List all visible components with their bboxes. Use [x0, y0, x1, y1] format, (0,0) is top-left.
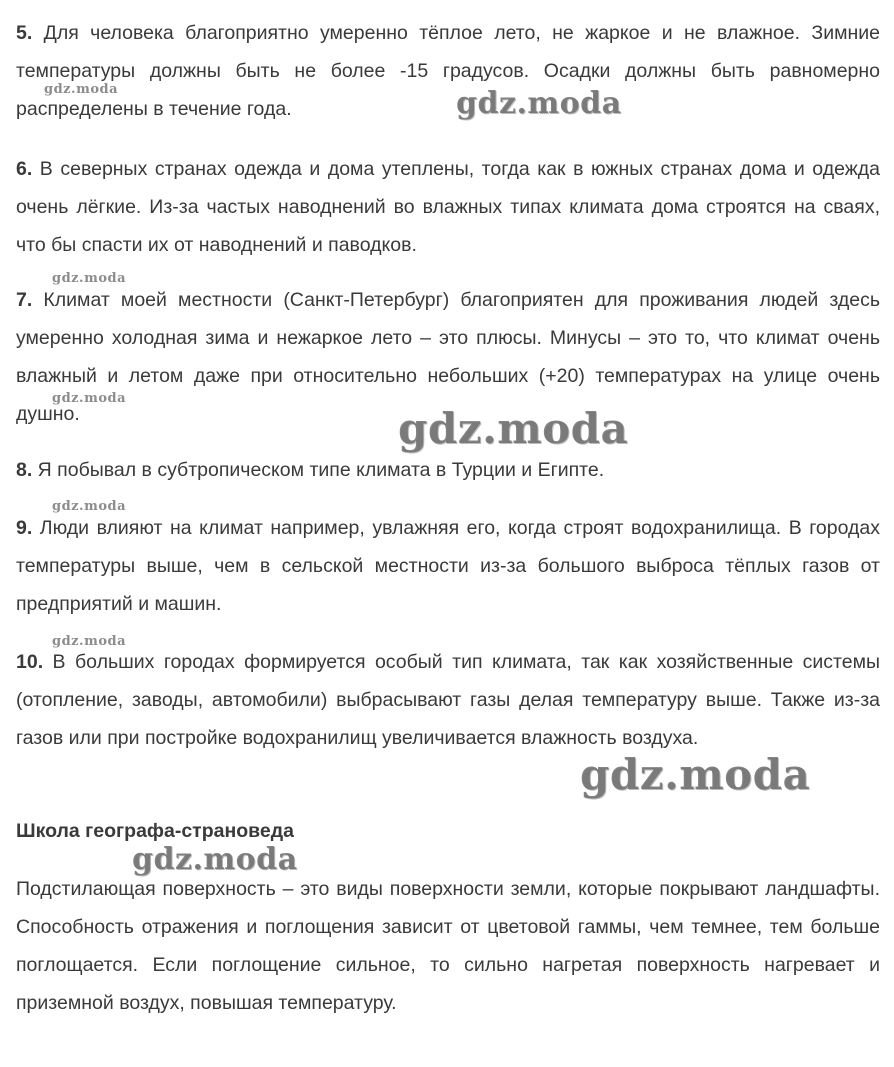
answer-5	[16, 14, 880, 128]
answer-number: 10.	[16, 651, 44, 673]
answer-6	[16, 150, 880, 264]
answer-number: 9.	[16, 517, 33, 539]
answer-text: В больших городах формируется особый тип климата, так как хозяйственные системы (отопление, заводы, автомобили) выбрасывают газы делая температуру выше. Также из-за газов или при постройке водохранилищ увеличивается влажность воздуха.	[16, 651, 880, 749]
watermark: gdz.moda	[456, 86, 622, 121]
answer-text: Климат моей местности (Санкт-Петербург) благоприятен для проживания людей здесь умеренно холодная зима и нежаркое лето – это плюсы. Минусы – это то, что климат очень влажный и летом даже при относительно небольших (+20) температурах на улице очень душно.	[16, 289, 880, 425]
answer-text: В северных странах одежда и дома утеплены, тогда как в южных странах дома и одежда очень лёгкие. Из-за частых наводнений во влажных типах климата дома строятся на сваях, что бы спасти их от наводнений и паводков.	[16, 158, 880, 256]
watermark: gdz.moda	[44, 82, 119, 97]
answer-number: 8.	[16, 459, 33, 481]
answer-number: 5.	[16, 22, 33, 44]
answer-10	[16, 643, 880, 757]
watermark: gdz.moda	[398, 404, 629, 453]
answer-number: 6.	[16, 158, 33, 180]
answer-text: Люди влияют на климат например, увлажняя его, когда строят водохранилища. В городах температуры выше, чем в сельской местности из-за большого выброса тёплых газов от предприятий и машин.	[16, 517, 880, 615]
watermark: gdz.moda	[52, 271, 127, 286]
watermark: gdz.moda	[580, 750, 811, 799]
section-heading: Школа географа-страноведа	[16, 820, 294, 842]
section-text: Подстилающая поверхность – это виды поверхности земли, которые покрывают ландшафты. Способность отражения и поглощения зависит от цветовой гаммы, чем темнее, тем больше поглощается. Если поглощение сильное, то сильно нагретая поверхность нагревает и приземной воздух, повышая температуру.	[16, 878, 880, 1014]
answer-9	[16, 509, 880, 623]
answer-text: Для человека благоприятно умеренно тёплое лето, не жаркое и не влажное. Зимние температуры должны быть не более -15 градусов. Осадки должны быть равномерно распределены в течение года.	[16, 22, 880, 120]
answer-8	[16, 451, 880, 489]
watermark: gdz.moda	[52, 634, 127, 649]
answer-number: 7.	[16, 289, 33, 311]
watermark: gdz.moda	[52, 499, 127, 514]
answer-7	[16, 281, 880, 433]
answer-text: Я побывал в субтропическом типе климата в Турции и Египте.	[32, 459, 605, 481]
watermark: gdz.moda	[52, 391, 127, 406]
watermark: gdz.moda	[132, 842, 298, 877]
